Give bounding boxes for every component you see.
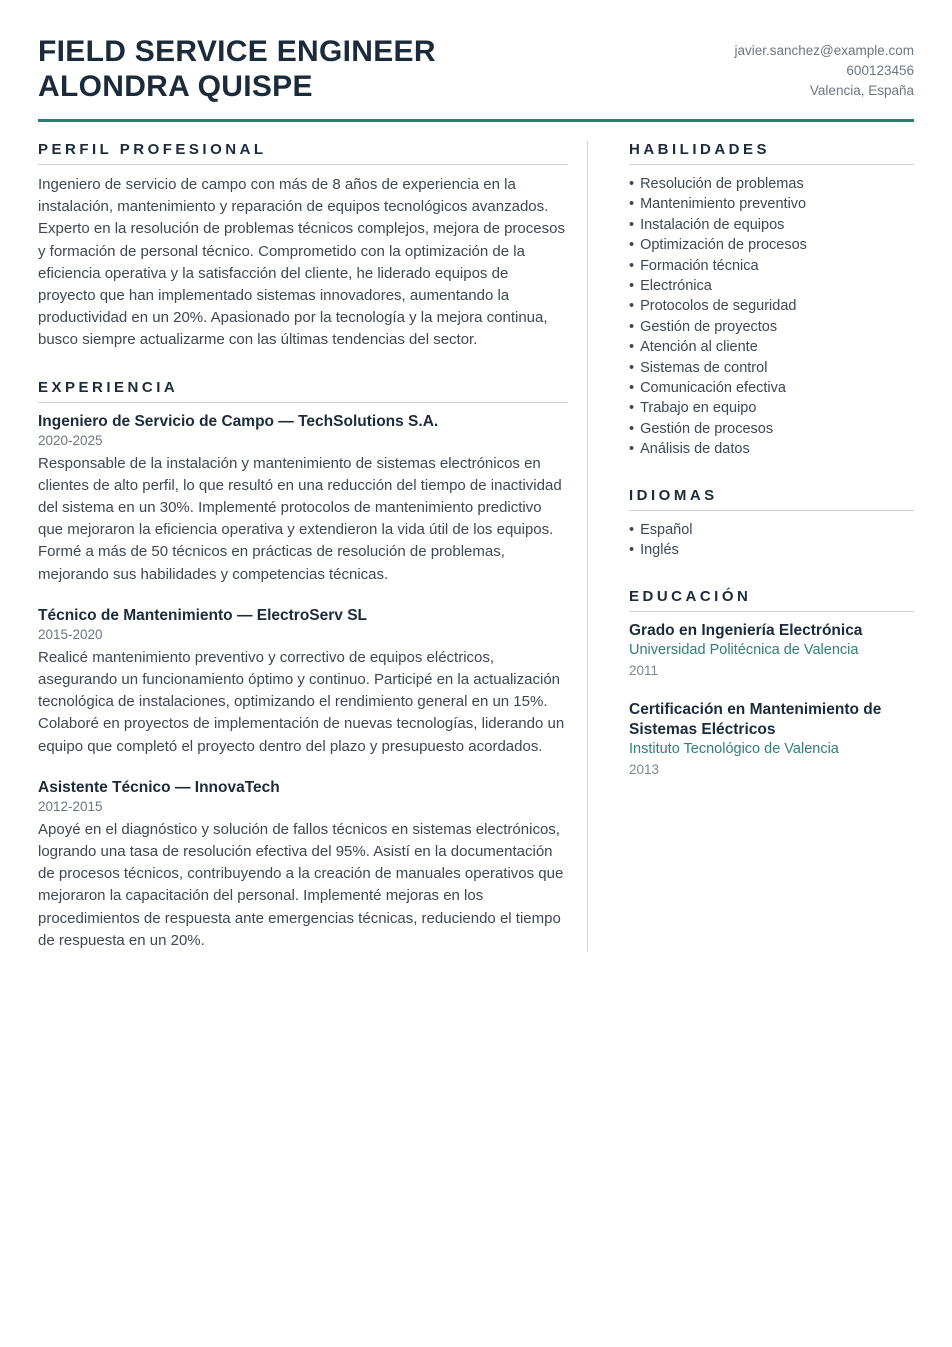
job-title: Técnico de Mantenimiento — ElectroServ SL bbox=[38, 606, 368, 624]
section-skills bbox=[629, 141, 914, 460]
job-description: Responsable de la instalación y mantenimiento de sistemas electrónicos en clientes de alto perfil, lo que resultó en una reducción del tiempo de inactividad del sistema en un 30%. Implementé protocolos de mantenimiento predictivo que mejoraron la eficiencia operativa y extendieron la vida útil de los equipos. Formé a más de 50 técnicos en prácticas de resolución de problemas, mejorando sus habilidades y competencias técnicas. bbox=[38, 454, 562, 583]
skill-item: • Gestión de procesos bbox=[629, 419, 914, 439]
section-profile bbox=[38, 141, 568, 352]
right-column bbox=[629, 141, 914, 952]
contact-location: Valencia, España bbox=[809, 83, 914, 98]
profile-text: Ingeniero de servicio de campo con más de 8 años de experiencia en la instalación, mantenimiento y reparación de equipos tecnológicos avanzados. Experto en la resolución de problemas técnicos complejos, mejora de procesos y formación de personal técnico. Comprometido con la optimización de la eficiencia operativa y la satisfacción del cliente, he liderado equipos de proyecto que han implementado sistemas innovadores, aumentando la productividad en un 20%. Apasionado por la tecnología y la mejora continua, busco siempre actualizarme con las últimas tendencias del sector. bbox=[38, 176, 565, 349]
education-degree: Certificación en Mantenimiento de Sistemas Eléctricos bbox=[629, 701, 882, 738]
skill-item: • Formación técnica bbox=[629, 256, 914, 276]
section-education bbox=[629, 588, 914, 780]
languages-list bbox=[629, 520, 914, 561]
skills-heading: HABILIDADES bbox=[629, 141, 914, 165]
job-description: Realicé mantenimiento preventivo y correctivo de equipos eléctricos, asegurando un funcionamiento óptimo y continuo. Participé en la actualización tecnológica de instalaciones, optimizando el rendimiento general en un 15%. Colaboré en proyectos de implementación de nuevas tecnologías, liderando un equipo que completó el proyecto dentro del plazo y presupuesto acordados. bbox=[38, 648, 565, 755]
skill-item: • Optimización de procesos bbox=[629, 235, 914, 255]
job-dates: 2020-2025 bbox=[38, 432, 103, 448]
job-dates: 2012-2015 bbox=[38, 798, 103, 814]
education-institution: Universidad Politécnica de Valencia bbox=[629, 642, 859, 658]
job-description: Apoyé en el diagnóstico y solución de fallos técnicos en sistemas electrónicos, logrando una tasa de resolución efectiva del 95%. Asistí en la documentación de procesos técnicos, contribuyendo a la creación de manuales operativos que mejoraron la capacitación del personal. Implementé mejoras en los procedimientos de respuesta ante emergencias técnicas, reduciendo el tiempo de respuesta en un 20%. bbox=[38, 820, 564, 949]
job-entry bbox=[38, 606, 568, 758]
title-role: FIELD SERVICE ENGINEER bbox=[38, 35, 436, 68]
skill-item: • Resolución de problemas bbox=[629, 174, 914, 194]
skill-item: • Atención al cliente bbox=[629, 337, 914, 357]
page-title bbox=[38, 34, 436, 104]
contact-info bbox=[734, 34, 914, 101]
left-column bbox=[38, 141, 568, 952]
skills-list bbox=[629, 174, 914, 460]
section-languages bbox=[629, 487, 914, 561]
skill-item: • Análisis de datos bbox=[629, 439, 914, 459]
contact-email: javier.sanchez@example.com bbox=[734, 43, 914, 58]
language-item: • Español bbox=[629, 520, 914, 540]
education-heading: EDUCACIÓN bbox=[629, 588, 914, 612]
job-entry bbox=[38, 778, 568, 952]
skill-item: • Trabajo en equipo bbox=[629, 398, 914, 418]
accent-divider bbox=[38, 119, 914, 122]
education-year: 2011 bbox=[629, 663, 659, 678]
education-year: 2013 bbox=[629, 762, 660, 777]
education-entry bbox=[629, 700, 914, 779]
skill-item: • Mantenimiento preventivo bbox=[629, 194, 914, 214]
education-entry bbox=[629, 621, 914, 681]
skill-item: • Protocolos de seguridad bbox=[629, 296, 914, 316]
title-name: ALONDRA QUISPE bbox=[38, 70, 313, 103]
education-degree: Grado en Ingeniería Electrónica bbox=[629, 621, 863, 639]
skill-item: • Comunicación efectiva bbox=[629, 378, 914, 398]
skill-item: • Sistemas de control bbox=[629, 358, 914, 378]
language-item: • Inglés bbox=[629, 540, 914, 560]
languages-heading: IDIOMAS bbox=[629, 487, 914, 511]
skill-item: • Instalación de equipos bbox=[629, 215, 914, 235]
job-dates: 2015-2020 bbox=[38, 626, 103, 642]
column-divider bbox=[587, 141, 588, 952]
experience-heading: EXPERIENCIA bbox=[38, 379, 568, 403]
contact-phone: 600123456 bbox=[846, 63, 914, 78]
job-entry bbox=[38, 412, 568, 586]
section-experience bbox=[38, 379, 568, 952]
content-columns bbox=[38, 141, 914, 952]
job-title: Ingeniero de Servicio de Campo — TechSolutions S.A. bbox=[38, 412, 439, 430]
job-title: Asistente Técnico — InnovaTech bbox=[38, 778, 280, 796]
profile-heading: PERFIL PROFESIONAL bbox=[38, 141, 568, 165]
skill-item: • Electrónica bbox=[629, 276, 914, 296]
skill-item: • Gestión de proyectos bbox=[629, 317, 914, 337]
education-institution: Instituto Tecnológico de Valencia bbox=[629, 741, 839, 757]
header bbox=[38, 34, 914, 104]
